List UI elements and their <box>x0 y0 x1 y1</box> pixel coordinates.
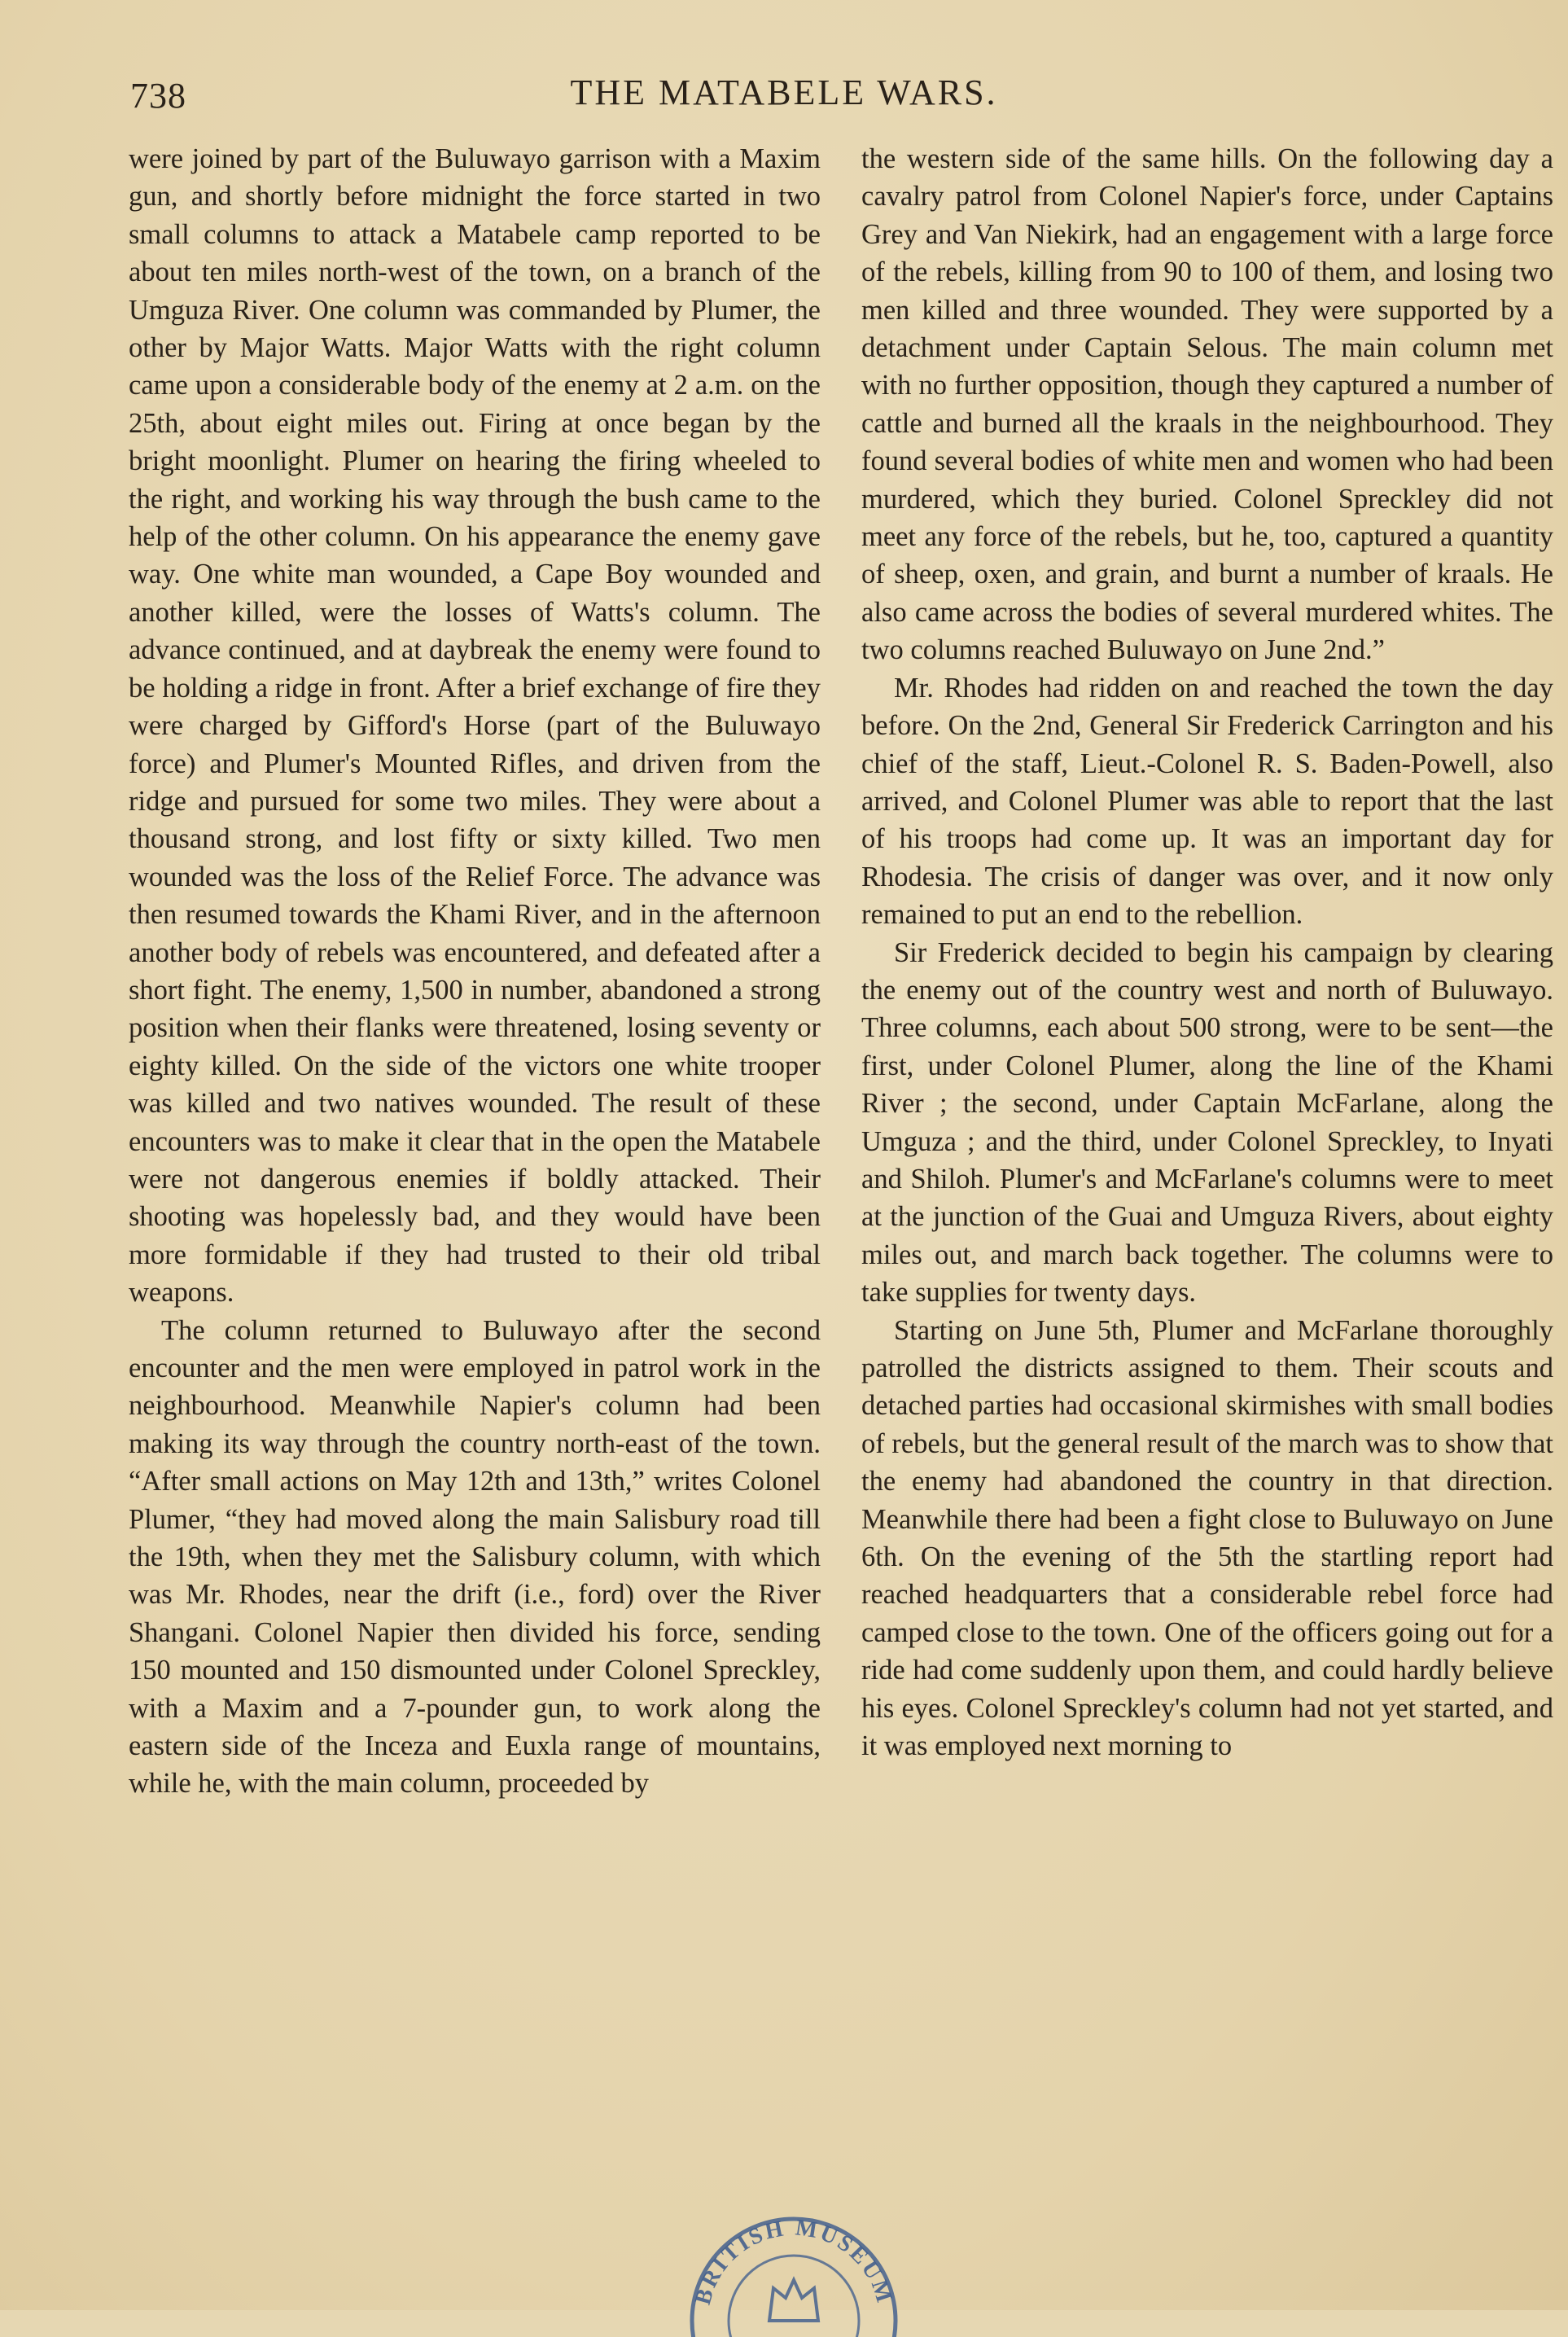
library-stamp <box>676 2199 912 2337</box>
right-paragraph-2: Mr. Rhodes had ridden on and reached the town the day before. On the 2nd, General Sir Frederick Carrington and his chief of the staff, Lieut.-Colonel R. S. Baden-Powell, also arrived, and Colonel Plumer was able to report that the last of his troops had come up. It was an important day for Rhodesia. The crisis of danger was over, and it now only remained to put an end to the rebellion. <box>861 672 1553 931</box>
left-paragraph-2: The column returned to Buluwayo after the second encounter and the men were employed in patrol work in the neighbourhood. Meanwhile Napier's column had been making its way through the country north-east of the town. “After small actions on May 12th and 13th,” writes Colonel Plumer, “they had moved along the main Salisbury road till the 19th, when they met the Salisbury column, with which was Mr. Rhodes, near the drift (i.e., ford) over the River Shangani. Colonel Napier then divided his force, sending 150 mounted and 150 dismounted under Colonel Spreckley, with a Maxim and a 7-pounder gun, to work along the eastern side of the Inceza and Euxla range of mountains, while he, with the main column, proceeded by <box>129 1314 821 1800</box>
right-paragraph-4: Starting on June 5th, Plumer and McFarlane thoroughly patrolled the districts assigned to them. Their scouts and detached parties had occasional skirmishes with small bodies of rebels, but the general result of the march was to show that the enemy had abandoned the country in that direction. Meanwhile there had been a fight close to Buluwayo on June 6th. On the evening of the 5th the startling report had reached headquarters that a considerable rebel force had camped close to the town. One of the officers going out for a ride had come suddenly upon them, and could hardly believe his eyes. Colonel Spreckley's column had not yet started, and it was employed next morning to <box>861 1314 1553 1762</box>
right-column <box>861 140 1553 1765</box>
page-number: 738 <box>130 76 186 116</box>
left-paragraph-1: were joined by part of the Buluwayo garrison with a Maxim gun, and shortly before midnight the force started in two small columns to attack a Matabele camp reported to be about ten miles north-west of the town, on a branch of the Umguza River. One column was commanded by Plumer, the other by Major Watts. Major Watts with the right column came upon a considerable body of the enemy at 2 a.m. on the 25th, about eight miles out. Firing at once began by the bright moonlight. Plumer on hearing the firing wheeled to the right, and working his way through the bush came to the help of the other column. On his appearance the enemy gave way. One white man wounded, a Cape Boy wounded and another killed, were the losses of Watts's column. The advance continued, and at daybreak the enemy were found to be holding a ridge in front. After a brief exchange of fire they were charged by Gifford's Horse (part of the Buluwayo force) and Plumer's Mounted Rifles, and driven from the ridge and pursued for some two miles. They were about a thousand strong, and lost fifty or sixty killed. Two men wounded was the loss of the Relief Force. The advance was then resumed towards the Khami River, and in the afternoon another body of rebels was encountered, and defeated after a short fight. The enemy, 1,500 in number, abandoned a strong position when their flanks were threatened, losing seventy or eighty killed. On the side of the victors one white trooper was killed and two natives wounded. The result of these encounters was to make it clear that in the open the Matabele were not dangerous enemies if boldly attacked. Their shooting was hopelessly bad, and they would have been more formidable if they had trusted to their old tribal weapons. <box>129 143 821 1309</box>
running-head: THE MATABELE WARS. <box>570 72 998 112</box>
stamp-text: BRITISH MUSEUM <box>690 2215 898 2308</box>
stamp-crest <box>769 2280 818 2321</box>
stamp-inner-ring <box>729 2256 859 2337</box>
right-paragraph-1: the western side of the same hills. On the following day a cavalry patrol from Colonel Napier's force, under Captains Grey and Van Niekirk, had an engagement with a large force of the rebels, killing from 90 to 100 of them, and losing two men killed and three wounded. They were supported by a detachment under Captain Selous. The main column met with no further opposition, though they captured a number of cattle and burned all the kraals in the neighbourhood. They found several bodies of white men and women who had been murdered, which they buried. Colonel Spreckley did not meet any force of the rebels, but he, too, captured a quantity of sheep, oxen, and grain, and burnt a number of kraals. He also came across the bodies of several murdered whites. The two columns reached Buluwayo on June 2nd.” <box>861 143 1553 666</box>
left-column <box>129 140 821 1803</box>
right-paragraph-3: Sir Frederick decided to begin his campaign by clearing the enemy out of the country west and north of Buluwayo. Three columns, each about 500 strong, were to be sent—the first, under Colonel Plumer, along the line of the Khami River ; the second, under Captain McFarlane, along the Umguza ; and the third, under Colonel Spreckley, to Inyati and Shiloh. Plumer's and McFarlane's columns were to meet at the junction of the Guai and Umguza Rivers, about eighty miles out, and march back together. The columns were to take supplies for twenty days. <box>861 936 1553 1309</box>
